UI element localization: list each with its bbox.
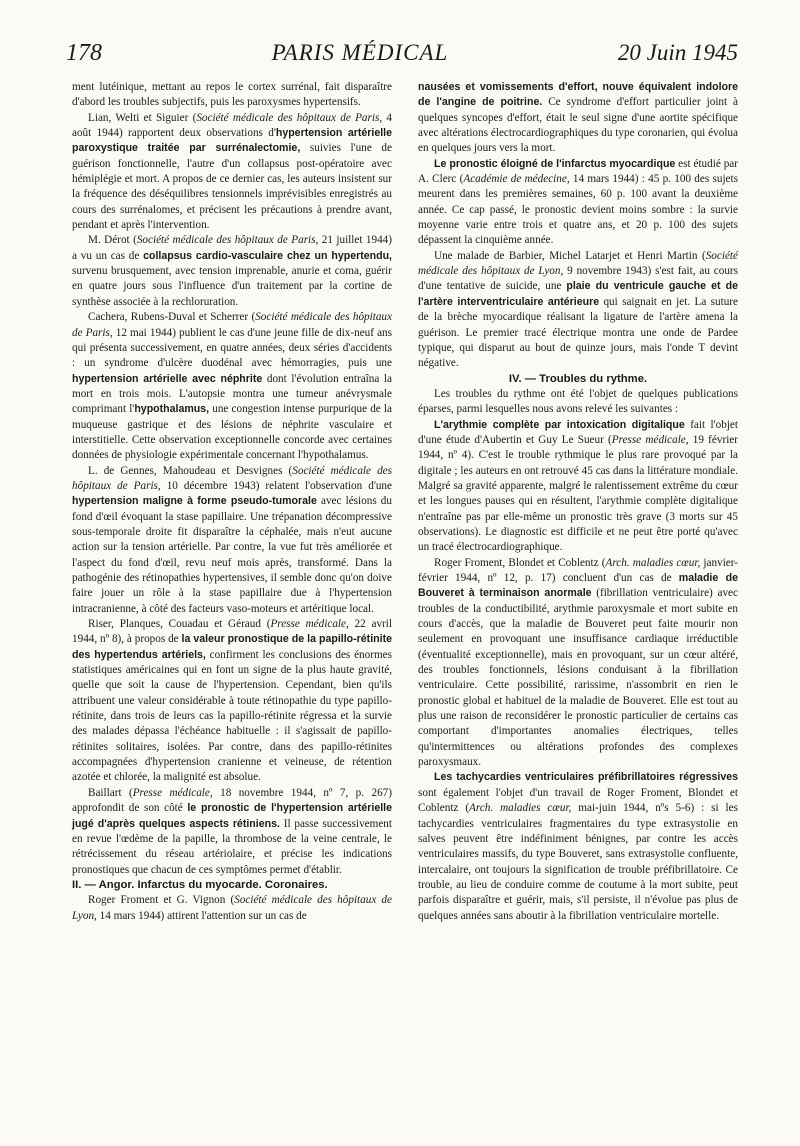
right-column: [418, 80, 738, 924]
journal-title: PARIS MÉDICAL: [271, 40, 449, 65]
paragraph: Baillart (Presse médicale, 18 novembre 1944, nº 7, p. 267) approfondit de son côté le pronostic de l'hypertension artérielle jugé d'après quelques aspects rétiniens. Il passe successivement en revue l'œdème de la papille, la thrombose de la veine centrale, le rétrécissement du réseau artériolaire, et précise les indications pronostiques que chacun de ces symptômes permet d'établir.: [72, 786, 393, 876]
page-number: 178: [66, 40, 102, 66]
paragraph: Riser, Planques, Couadau et Géraud (Presse médicale, 22 avril 1944, nº 8), à propos de la valeur pronostique de la papillo-rétinite des hypertendus artériels, confirment les conclusions des énormes statistiques américaines qui en font un signe de la plus haute gravité, quelle que soit la cause de l'hypertension. Cependant, bien qu'ils attribuent une valeur considérable à toute rétinopathie du type papillo-rétinite, dans trois de leurs cas la papillo-rétinite régressa et la survie des malades dépassa l'échéance habituelle : il s'agissait de papillo-rétinites solitaires, isolées. Par contre, dans des papillo-rétinites accompagnées d'hypertension cranienne et veineuse, de rétention azotée et chlorée, la malignité est absolue.: [72, 618, 392, 784]
paragraph: Le pronostic éloigné de l'infarctus myocardique est étudié par A. Clerc (Académie de médecine, 14 mars 1944) : 45 p. 100 des sujets meurent dans les premières semaines, 60 p. 100 avant la deuxième année. Ce cap passé, le pronostic devient moins sombre : la survie moyenne varie entre trois et quatre ans, et 20 p. 100 des sujets dépassent la cinquième année.: [418, 157, 738, 247]
paragraph: Roger Froment et G. Vignon (Société médicale des hôpitaux de Lyon, 14 mars 1944) attirent l'attention sur un cas de: [72, 894, 392, 922]
paragraph: Les troubles du rythme ont été l'objet de quelques publications éparses, parmi lesquelles nous avons relevé les suivantes :: [418, 387, 738, 416]
paragraph: L. de Gennes, Mahoudeau et Desvignes (Société médicale des hôpitaux de Paris, 10 décembre 1943) relatent l'observation d'une hypertension maligne à forme pseudo-tumorale avec lésions du fond d'œil évoquant la stase papillaire. Une trépanation décompressive sous-temporale droite fit disparaître la céphalée, mais n'eut aucune action sur la tension artérielle. Par contre, la vue fut très améliorée et l'aspect du fond d'œil, revu neuf mois après, transformé. Dans la pathogénie des rétinopathies hypertensives, il semble donc qu'on doive faire jouer un rôle à la stase papillaire due à l'hypertension intracranienne, à côté des facteurs vaso-moteurs et artéritique local.: [72, 464, 393, 615]
paragraph: Cachera, Rubens-Duval et Scherrer (Société médicale des hôpitaux de Paris, 12 mai 1944) publient le cas d'une jeune fille de dix-neuf ans qui présenta successivement, en quatre années, deux séries d'accidents : un syndrome d'ulcère duodénal avec hémorragies, puis une hypertension artérielle avec néphrite dont l'évolution entraîna la mort en trois mois. L'autopsie montra une tumeur anévrysmale comprimant l'hypothalamus, une congestion intense purpurique de la muqueuse gastrique et des lésions de néphrite vasculaire et interstitielle. Cette observation exceptionnelle concorde avec certaines données de physiologie expérimentale concernant l'hypothalamus.: [72, 311, 393, 462]
paragraph: Lian, Welti et Siguier (Société médicale des hôpitaux de Paris, 4 août 1944) rapportent deux observations d'hypertension artérielle paroxystique traitée par surrénalectomie, suivies l'une de guérison fonctionnelle, l'autre d'un collapsus post-opératoire avec hémiplégie et mort. A propos de ce dernier cas, les auteurs insistent sur la fréquence des déséquilibres tensionnels imprévisibles enregistrés au cours des surrénalomes, et précisent les précautions à prendre avant, pendant et après l'intervention.: [72, 111, 393, 232]
section-heading-iv: IV. — Troubles du rythme.: [508, 372, 648, 385]
section-heading-ii: II. — Angor. Infarctus du myocarde. Coronaires.: [72, 878, 328, 891]
paragraph: L'arythmie complète par intoxication digitalique fait l'objet d'une étude d'Aubertin et Guy Le Sueur (Presse médicale, 19 février 1944, nº 4). C'est le trouble rythmique le plus rare provoqué par la digitale ; les auteurs en ont retrouvé 45 cas dans la littérature mondiale. Malgré sa gravité apparente, malgré le ralentissement extrême du cœur et les longues pauses qui en résultent, l'arythmie complète digitalique n'entraîne pas par elle-même un pronostic très grave (3 morts sur 45 observations). Le diagnostic est difficile et ne peut être porté qu'avec un tracé électrocardiographique.: [418, 418, 738, 554]
paragraph: nausées et vomissements d'effort, nouve équivalent indolore de l'angine de poitrine. Ce syndrome d'effort particulier joint à quelques syncopes d'effort, était le seul signe d'une aortite spécifique avec altérations électrocardiographiques du type coronarien, qui évolua en quelques jours vers la mort.: [418, 81, 739, 155]
paragraph: Une malade de Barbier, Michel Latarjet et Henri Martin (Société médicale des hôpitaux de Lyon, 9 novembre 1943) s'est fait, au cours d'une tentative de suicide, une plaie du ventricule gauche et de l'artère interventriculaire antérieure qui saignait en jet. La suture de la brèche myocardique réalisant la ligature de l'artère amena la guérison. Le premier tracé électrique montra une onde de Pardee typique, qui disparut au bout de quinze jours, mais l'onde T devint négative.: [418, 249, 739, 370]
issue-date: 20 Juin 1945: [617, 40, 738, 65]
paragraph: Les tachycardies ventriculaires préfibrillatoires régressives sont également l'objet d'un travail de Roger Froment, Blondet et Coblentz (Arch. maladies cœur, mai-juin 1944, nºs 5-6) : si les tachycardies ventriculaires fragmentaires du type extrasystolie en salves peuvent être indéfiniment bénignes, par contre les accès ventriculaires massifs, du type Bouveret, sans extrasystolie confluente, intercalaire, ont toujours la signification de trouble préfibrillatoire. Ce trouble, au lieu de conduire comme de coutume à la mort subite, peut parfois disparaître et guérir, mais, s'il persiste, il n'évolue pas plus de quelques années sans aboutir à la fibrillation ventriculaire mortelle.: [418, 771, 738, 922]
paragraph: M. Dérot (Société médicale des hôpitaux de Paris, 21 juillet 1944) a vu un cas de collapsus cardio-vasculaire chez un hypertendu, survenu brusquement, avec tension imprenable, anurie et coma, guérir en quatre jours sous l'influence d'un traitement par la cortine de synthèse associée à la rechloruration.: [72, 234, 392, 308]
paragraph: ment lutéinique, mettant au repos le cortex surrénal, fait disparaître d'abord les troubles subjectifs, puis les paroxysmes hypertensifs.: [72, 81, 392, 109]
left-column: [72, 80, 392, 924]
paragraph: Roger Froment, Blondet et Coblentz (Arch. maladies cœur, janvier-février 1944, nº 12, p. 17) concluent d'un cas de maladie de Bouveret à terminaison anormale (fibrillation ventriculaire) avec troubles de la conductibilité, arythmie paroxysmale et mort subite en cours d'accès, que la maladie de Bouveret peut faite mourir non seulement en provoquant une insuffisance cardiaque irréductible (éventualité exceptionnelle), mais en provoquant, sur un cœur altéré, des troubles fonctionnels, lésions conduisant à la fibrillation ventriculaire. Cette possibilité, rarissime, n'assombrit en rien le pronostic global et habituel de la maladie de Bouveret. Elle est tout au plus une raison de reconsidérer le pronostic particulier de certains cas comportant d'importantes anomalies électriques, telles qu'intermittences ou altérations profondes des complexes paroxysmaux.: [418, 556, 738, 769]
page-header: [66, 40, 738, 74]
